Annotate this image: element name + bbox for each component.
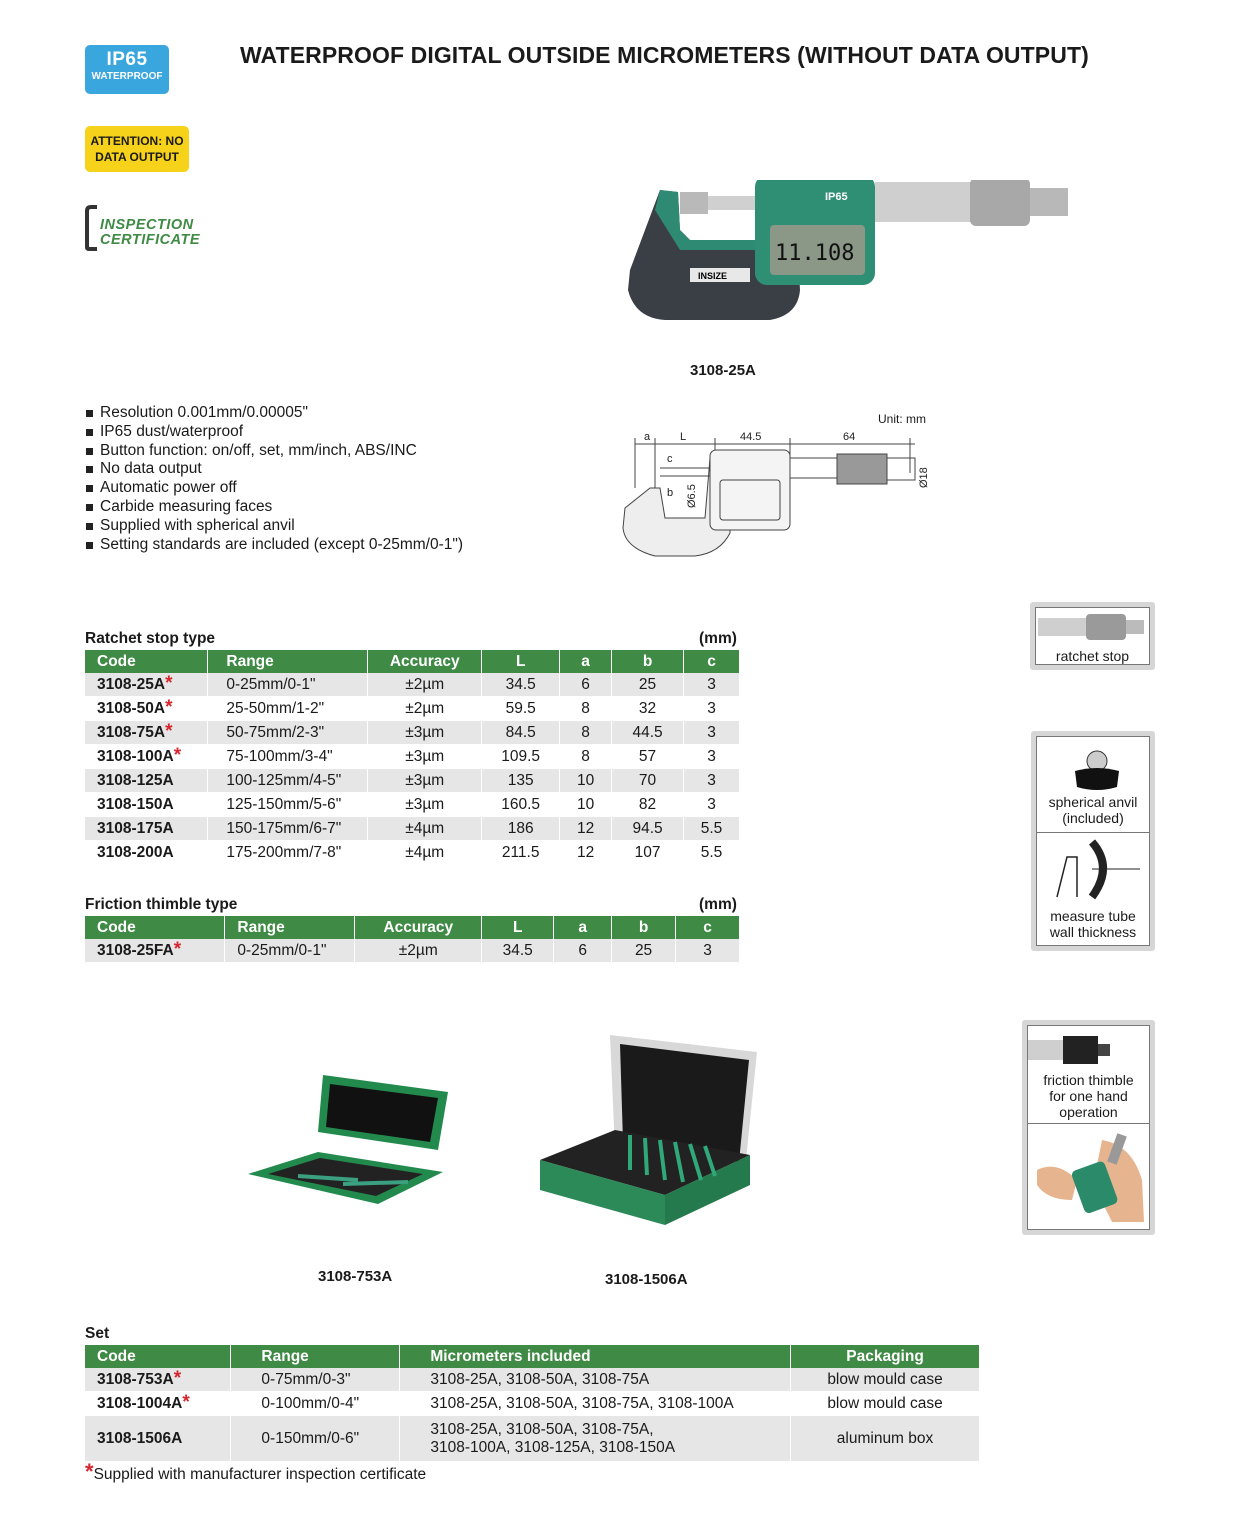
code-cell xyxy=(85,939,225,963)
col-header: Range xyxy=(231,1345,400,1368)
range-cell: 0-150mm/0-6" xyxy=(231,1416,400,1462)
col-header: L xyxy=(482,650,560,673)
code-text: 3108-753A xyxy=(97,1370,174,1388)
b-cell: 94.5 xyxy=(612,817,684,841)
technical-drawing xyxy=(615,428,935,563)
a-cell: 10 xyxy=(560,769,612,793)
feature-item: Resolution 0.001mm/0.00005" xyxy=(85,404,463,423)
b-cell: 82 xyxy=(612,793,684,817)
col-header: a xyxy=(554,916,612,939)
table-row xyxy=(85,721,740,745)
acc-cell: ±4µm xyxy=(368,841,482,865)
range-cell: 0-25mm/0-1" xyxy=(208,673,368,697)
table-row xyxy=(85,841,740,865)
col-header: Code xyxy=(85,916,225,939)
dim-b: b xyxy=(667,487,674,499)
a-cell: 6 xyxy=(554,939,612,963)
ratchet-stop-label: ratchet stop xyxy=(1055,648,1130,664)
blow-mould-case-image xyxy=(248,1072,453,1207)
c-cell: 3 xyxy=(684,745,740,769)
table-row xyxy=(85,817,740,841)
range-cell: 75-100mm/3-4" xyxy=(208,745,368,769)
ratchet-stop-icon xyxy=(1038,612,1148,642)
ratchet-unit: (mm) xyxy=(699,630,737,647)
range-cell: 150-175mm/6-7" xyxy=(208,817,368,841)
dim-a: a xyxy=(644,431,651,443)
table-row xyxy=(85,793,740,817)
acc-cell: ±3µm xyxy=(368,793,482,817)
range-cell: 25-50mm/1-2" xyxy=(208,697,368,721)
L-cell: 211.5 xyxy=(482,841,560,865)
packaging-cell: aluminum box xyxy=(791,1416,980,1462)
a-cell: 12 xyxy=(560,817,612,841)
dim-L: L xyxy=(680,431,687,443)
ip65-badge-label: IP65 xyxy=(106,49,148,70)
col-header: a xyxy=(560,650,612,673)
code-cell xyxy=(85,1416,231,1462)
table-row xyxy=(85,697,740,721)
dim-64: 64 xyxy=(843,431,856,443)
range-cell: 0-75mm/0-3" xyxy=(231,1368,400,1392)
table-header-row xyxy=(85,650,740,673)
a-cell: 10 xyxy=(560,793,612,817)
table-row xyxy=(85,1392,980,1416)
b-cell: 32 xyxy=(612,697,684,721)
table-row xyxy=(85,1416,980,1462)
code-text: 3108-1004A xyxy=(97,1394,183,1412)
code-cell xyxy=(85,745,208,769)
col-header: Code xyxy=(85,650,208,673)
feature-list xyxy=(85,404,463,554)
feature-item: Supplied with spherical anvil xyxy=(85,517,463,536)
col-header: c xyxy=(676,916,740,939)
ip65-badge-sub: WATERPROOF xyxy=(91,71,163,82)
friction-thimble-icon xyxy=(1028,1032,1118,1067)
ratchet-section-title: Ratchet stop type xyxy=(85,630,216,647)
spherical-anvil-icon xyxy=(1067,747,1127,792)
acc-cell: ±3µm xyxy=(368,769,482,793)
range-cell: 50-75mm/2-3" xyxy=(208,721,368,745)
code-cell xyxy=(85,817,208,841)
brand-label: INSIZE xyxy=(698,271,728,281)
table-header-row xyxy=(85,1345,980,1368)
col-header: c xyxy=(684,650,740,673)
col-header: Accuracy xyxy=(368,650,482,673)
code-text: 3108-1506A xyxy=(97,1429,183,1447)
cert-line2: CERTIFICATE xyxy=(100,232,201,248)
anvil-label-2: (included) xyxy=(1062,810,1124,826)
set-table xyxy=(85,1345,980,1462)
included-cell xyxy=(400,1368,791,1392)
table-row xyxy=(85,769,740,793)
spherical-anvil-panel xyxy=(1031,731,1155,951)
cert-line1: INSPECTION xyxy=(100,217,194,233)
dim-6-5: Ø6.5 xyxy=(686,484,698,508)
feature-item: No data output xyxy=(85,460,463,479)
a-cell: 8 xyxy=(560,745,612,769)
col-header: Micrometers included xyxy=(400,1345,791,1368)
friction-label-1: friction thimble xyxy=(1043,1072,1134,1088)
range-cell: 0-100mm/0-4" xyxy=(231,1392,400,1416)
col-header: Accuracy xyxy=(355,916,482,939)
certificate-star: * xyxy=(165,720,173,742)
tube-wall-icon xyxy=(1052,837,1142,902)
included-line: 3108-25A, 3108-50A, 3108-75A xyxy=(430,1370,650,1388)
drawing-unit: Unit: mm xyxy=(878,412,926,426)
a-cell: 12 xyxy=(560,841,612,865)
c-cell: 3 xyxy=(684,793,740,817)
certificate-star: * xyxy=(165,672,173,694)
col-header: Range xyxy=(208,650,368,673)
code-cell xyxy=(85,841,208,865)
friction-table xyxy=(85,916,740,963)
friction-section-title: Friction thimble type xyxy=(85,896,238,913)
included-cell xyxy=(400,1392,791,1416)
code-cell xyxy=(85,673,208,697)
c-cell: 3 xyxy=(684,769,740,793)
acc-cell: ±4µm xyxy=(368,817,482,841)
code-cell xyxy=(85,721,208,745)
friction-label-3: operation xyxy=(1059,1104,1118,1120)
b-cell: 57 xyxy=(612,745,684,769)
certificate-star: * xyxy=(173,744,182,766)
code-text: 3108-100A xyxy=(97,747,174,765)
code-cell xyxy=(85,769,208,793)
col-header: b xyxy=(612,650,684,673)
dim-44-5: 44.5 xyxy=(740,431,762,443)
a-cell: 8 xyxy=(560,697,612,721)
inspection-certificate-logo xyxy=(85,203,235,251)
feature-item: Carbide measuring faces xyxy=(85,498,463,517)
b-cell: 70 xyxy=(612,769,684,793)
micrometer-image xyxy=(620,180,1070,325)
certificate-star: * xyxy=(182,1391,190,1413)
col-header: L xyxy=(482,916,554,939)
packaging-cell: blow mould case xyxy=(791,1368,980,1392)
L-cell: 135 xyxy=(482,769,560,793)
aluminum-box-image xyxy=(535,1030,765,1230)
included-line: 3108-100A, 3108-125A, 3108-150A xyxy=(430,1438,676,1456)
L-cell: 160.5 xyxy=(482,793,560,817)
friction-thimble-panel xyxy=(1022,1020,1155,1235)
included-line: 3108-25A, 3108-50A, 3108-75A, xyxy=(430,1420,654,1438)
L-cell: 34.5 xyxy=(482,939,554,963)
friction-unit: (mm) xyxy=(699,896,737,913)
friction-label-2: for one hand xyxy=(1049,1088,1128,1104)
col-header: Code xyxy=(85,1345,231,1368)
L-cell: 34.5 xyxy=(482,673,560,697)
ratchet-table xyxy=(85,650,740,865)
hand-operation-image xyxy=(1032,1130,1147,1225)
feature-item: Button function: on/off, set, mm/inch, ABS/INC xyxy=(85,442,463,461)
tube-label-1: measure tube xyxy=(1050,908,1136,924)
acc-cell: ±2µm xyxy=(368,697,482,721)
dim-c: c xyxy=(667,453,673,465)
page-title: WATERPROOF DIGITAL OUTSIDE MICROMETERS (WITHOUT DATA OUTPUT) xyxy=(240,42,1089,68)
code-text: 3108-25A xyxy=(97,675,166,693)
tube-label-2: wall thickness xyxy=(1049,924,1137,940)
certificate-star: * xyxy=(165,696,173,718)
set-caption-right: 3108-1506A xyxy=(605,1271,688,1288)
set-caption-left: 3108-753A xyxy=(318,1268,393,1285)
feature-item: Automatic power off xyxy=(85,479,463,498)
ip65-badge xyxy=(85,45,169,94)
code-text: 3108-50A xyxy=(97,699,166,717)
col-header: b xyxy=(612,916,676,939)
table-row xyxy=(85,939,740,963)
feature-item: Setting standards are included (except 0-25mm/0-1") xyxy=(85,536,463,555)
range-cell: 0-25mm/0-1" xyxy=(225,939,355,963)
feature-item: IP65 dust/waterproof xyxy=(85,423,463,442)
footnote xyxy=(85,1459,427,1484)
dim-18: Ø18 xyxy=(918,467,930,488)
code-cell xyxy=(85,697,208,721)
lcd-reading: 11.108 xyxy=(775,241,855,266)
code-text: 3108-150A xyxy=(97,795,174,813)
set-section-title: Set xyxy=(85,1325,110,1342)
L-cell: 84.5 xyxy=(482,721,560,745)
ratchet-stop-panel xyxy=(1030,602,1155,670)
a-cell: 6 xyxy=(560,673,612,697)
b-cell: 107 xyxy=(612,841,684,865)
table-row xyxy=(85,1368,980,1392)
table-row xyxy=(85,745,740,769)
table-header-row xyxy=(85,916,740,939)
product-caption: 3108-25A xyxy=(690,362,756,379)
range-cell: 175-200mm/7-8" xyxy=(208,841,368,865)
c-cell: 5.5 xyxy=(684,817,740,841)
L-cell: 109.5 xyxy=(482,745,560,769)
footnote-star: * xyxy=(85,1459,94,1484)
code-text: 3108-75A xyxy=(97,723,166,741)
col-header: Range xyxy=(225,916,355,939)
b-cell: 44.5 xyxy=(612,721,684,745)
L-cell: 59.5 xyxy=(482,697,560,721)
table-row xyxy=(85,673,740,697)
code-text: 3108-200A xyxy=(97,843,174,861)
col-header: Packaging xyxy=(791,1345,980,1368)
packaging-cell: blow mould case xyxy=(791,1392,980,1416)
acc-cell: ±2µm xyxy=(355,939,482,963)
range-cell: 100-125mm/4-5" xyxy=(208,769,368,793)
attention-badge: ATTENTION: NO DATA OUTPUT xyxy=(85,126,189,172)
c-cell: 3 xyxy=(676,939,740,963)
code-text: 3108-125A xyxy=(97,771,174,789)
acc-cell: ±3µm xyxy=(368,721,482,745)
anvil-label-1: spherical anvil xyxy=(1048,794,1138,810)
c-cell: 5.5 xyxy=(684,841,740,865)
acc-cell: ±3µm xyxy=(368,745,482,769)
certificate-star: * xyxy=(173,1367,182,1389)
acc-cell: ±2µm xyxy=(368,673,482,697)
L-cell: 186 xyxy=(482,817,560,841)
code-cell xyxy=(85,1368,231,1392)
code-text: 3108-25FA xyxy=(97,941,174,959)
code-cell xyxy=(85,793,208,817)
range-cell: 125-150mm/5-6" xyxy=(208,793,368,817)
b-cell: 25 xyxy=(612,673,684,697)
c-cell: 3 xyxy=(684,721,740,745)
b-cell: 25 xyxy=(612,939,676,963)
included-cell xyxy=(400,1416,791,1462)
certificate-star: * xyxy=(173,938,182,960)
footnote-text: Supplied with manufacturer inspection certificate xyxy=(93,1466,427,1483)
c-cell: 3 xyxy=(684,673,740,697)
code-text: 3108-175A xyxy=(97,819,174,837)
c-cell: 3 xyxy=(684,697,740,721)
code-cell xyxy=(85,1392,231,1416)
a-cell: 8 xyxy=(560,721,612,745)
included-line: 3108-25A, 3108-50A, 3108-75A, 3108-100A xyxy=(430,1394,734,1412)
device-ip65-label: IP65 xyxy=(825,191,848,203)
